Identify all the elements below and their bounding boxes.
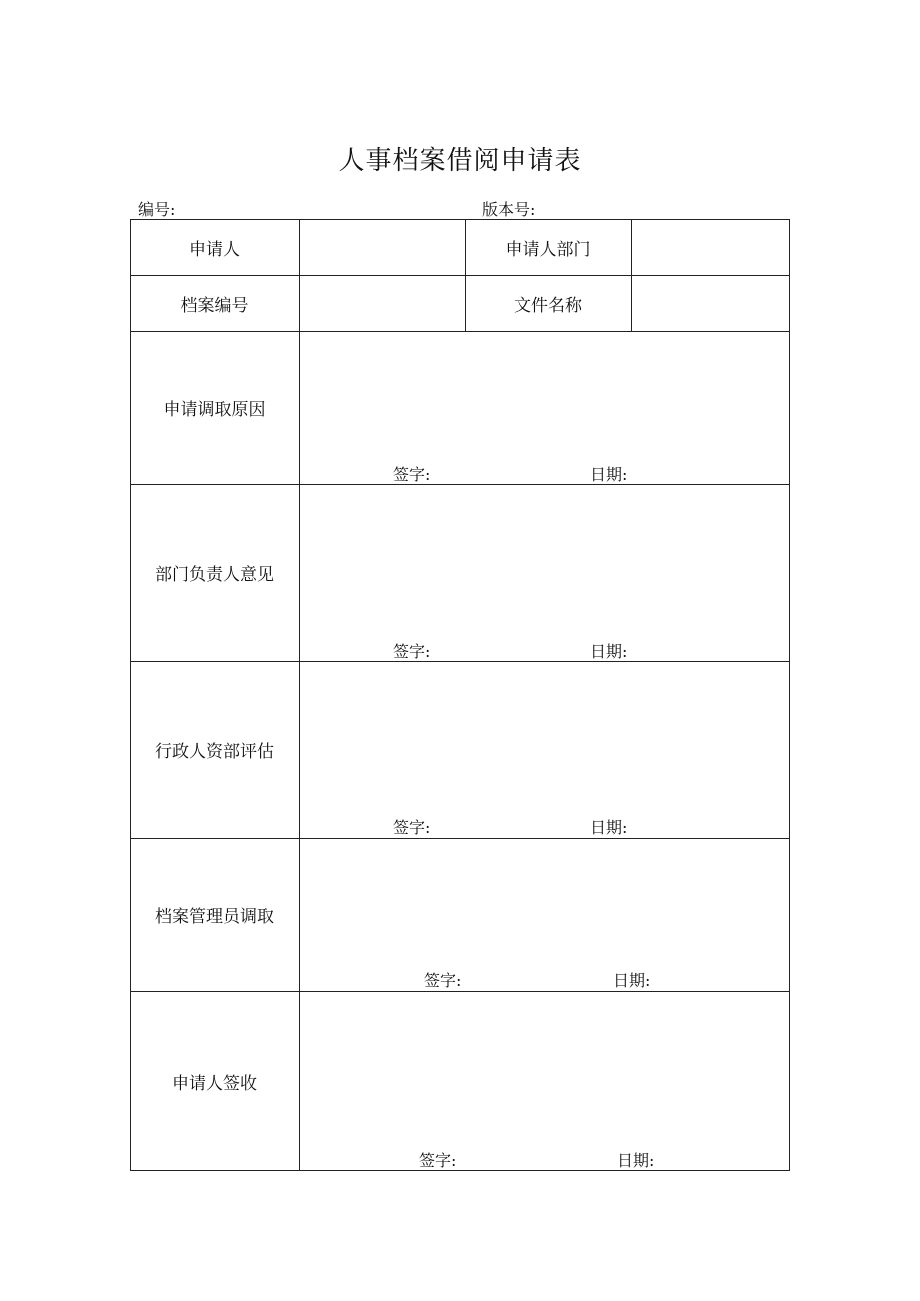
file-name-label: 文件名称 xyxy=(514,295,582,316)
archivist-retrieval-field[interactable] xyxy=(300,839,789,959)
hr-admin-evaluation-label: 行政人资部评估 xyxy=(155,742,274,762)
applicant-receipt-label: 申请人签收 xyxy=(172,1073,257,1094)
receipt-date-label: 日期: xyxy=(617,1151,655,1170)
archivist-sign-label: 签字: xyxy=(424,971,462,990)
hr-admin-sign-label: 签字: xyxy=(393,818,431,837)
file-name-field[interactable] xyxy=(632,276,789,330)
applicant-label: 申请人 xyxy=(189,239,240,260)
applicant-receipt-field[interactable] xyxy=(300,992,789,1132)
applicant-dept-field[interactable] xyxy=(632,220,789,274)
reason-sign-label: 签字: xyxy=(393,465,431,484)
reason-label: 申请调取原因 xyxy=(163,400,266,420)
archive-number-field[interactable] xyxy=(300,276,464,330)
archivist-retrieval-label: 档案管理员调取 xyxy=(155,907,274,927)
archive-number-label: 档案编号 xyxy=(180,295,249,316)
dept-head-sign-label: 签字: xyxy=(393,642,431,661)
reason-date-label: 日期: xyxy=(590,465,628,484)
receipt-sign-label: 签字: xyxy=(419,1151,457,1170)
applicant-field[interactable] xyxy=(300,220,464,274)
applicant-dept-label: 申请人部门 xyxy=(505,239,591,260)
reason-field[interactable] xyxy=(300,332,789,452)
version-number-label: 版本号: xyxy=(482,200,536,219)
form-title: 人事档案借阅申请表 xyxy=(338,146,582,176)
hr-admin-evaluation-field[interactable] xyxy=(300,662,789,802)
archivist-date-label: 日期: xyxy=(613,971,651,990)
form-number-label: 编号: xyxy=(138,200,176,219)
hr-admin-date-label: 日期: xyxy=(590,818,628,837)
dept-head-opinion-label: 部门负责人意见 xyxy=(155,565,274,585)
dept-head-opinion-field[interactable] xyxy=(300,485,789,625)
dept-head-date-label: 日期: xyxy=(590,642,628,661)
